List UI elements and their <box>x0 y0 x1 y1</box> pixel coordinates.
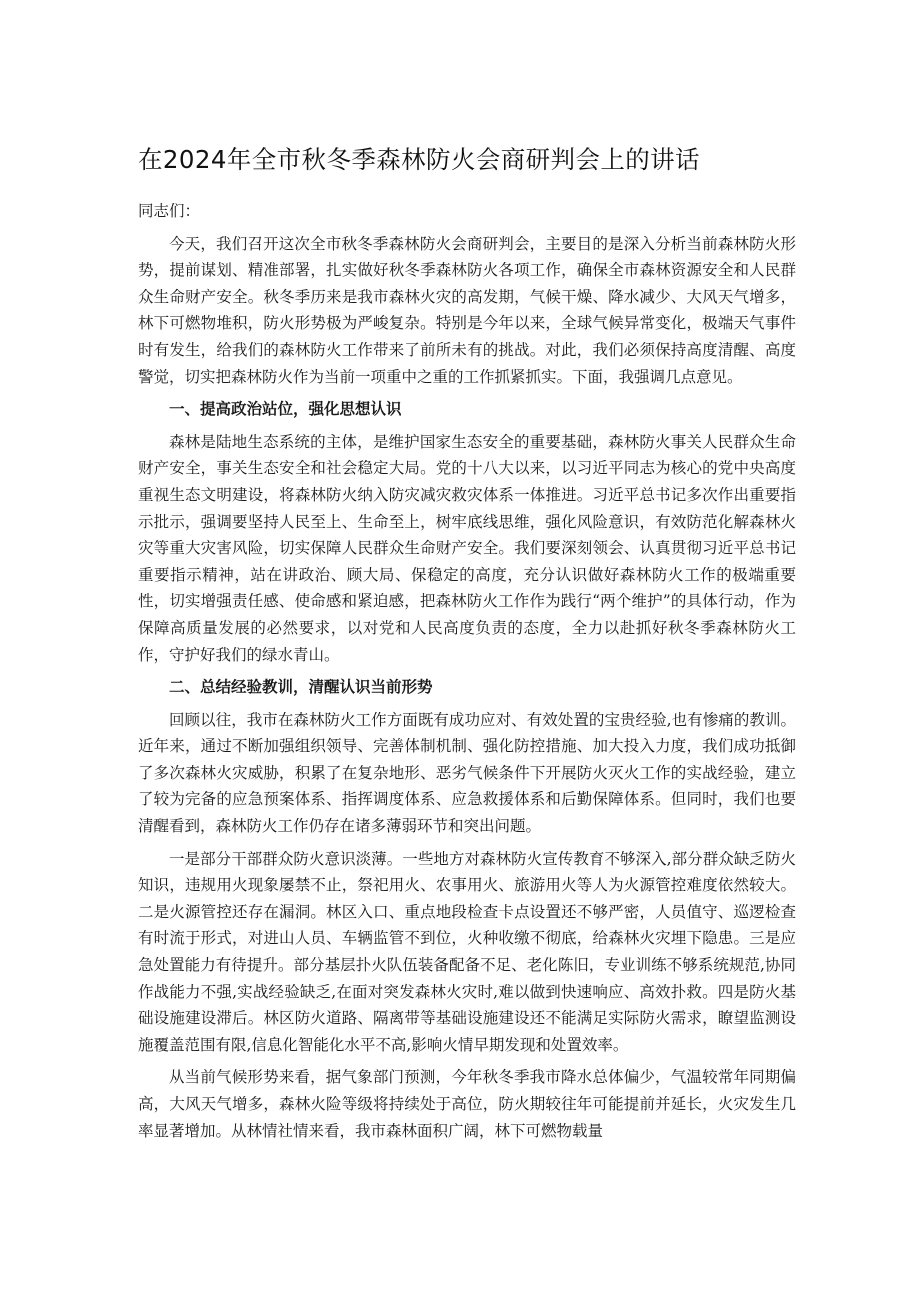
document-title: 在2024年全市秋冬季森林防火会商研判会上的讲话 <box>138 145 700 174</box>
salutation: 同志们： <box>138 202 201 220</box>
section-2-paragraph-3: 从当前气候形势来看，据气象部门预测，今年秋冬季我市降水总体偏少，气温较常年同期偏高，大风天气增多，森林火险等级将持续处于高位，防火期较往年可能提前并延长，火灾发生几率显著增加。从林情社情来看，我市森林面积广阔，林下可燃物载量 <box>138 1068 796 1140</box>
section-2-paragraph-1: 回顾以往，我市在森林防火工作方面既有成功应对、有效处置的宝贵经验,也有惨痛的教训。近年来，通过不断加强组织领导、完善体制机制、强化防控措施、加大投入力度，我们成功抵御了多次森林火灾威胁，积累了在复杂地形、恶劣气候条件下开展防火灭火工作的实战经验，建立了较为完备的应急预案体系、指挥调度体系、应急救援体系和后勤保障体系。但同时，我们也要清醒看到，森林防火工作仍存在诸多薄弱环节和突出问题。 <box>138 710 796 836</box>
intro-paragraph: 今天，我们召开这次全市秋冬季森林防火会商研判会，主要目的是深入分析当前森林防火形势，提前谋划、精准部署，扎实做好秋冬季森林防火各项工作，确保全市森林资源安全和人民群众生命财产安全。秋冬季历来是我市森林火灾的高发期，气候干燥、降水减少、大风天气增多，林下可燃物堆积，防火形势极为严峻复杂。特别是今年以来，全球气候异常变化，极端天气事件时有发生，给我们的森林防火工作带来了前所未有的挑战。对此，我们必须保持高度清醒、高度警觉，切实把森林防火作为当前一项重中之重的工作抓紧抓实。下面，我强调几点意见。 <box>138 234 796 386</box>
document-body <box>138 198 796 1150</box>
section-heading-1: 一、提高政治站位，强化思想认识 <box>169 400 402 419</box>
section-heading-2: 二、总结经验教训，清醒认识当前形势 <box>169 678 433 697</box>
section-2-paragraph-2: 一是部分干部群众防火意识淡薄。一些地方对森林防火宣传教育不够深入,部分群众缺乏防火知识，违规用火现象屡禁不止，祭祀用火、农事用火、旅游用火等人为火源管控难度依然较大。二是火源管控还存在漏洞。林区入口、重点地段检查卡点设置还不够严密，人员值守、巡逻检查有时流于形式，对进山人员、车辆监管不到位，火种收缴不彻底，给森林火灾埋下隐患。三是应急处置能力有待提升。部分基层扑火队伍装备配备不足、老化陈旧，专业训练不够系统规范,协同作战能力不强,实战经验缺乏,在面对突发森林火灾时,难以做到快速响应、高效扑救。四是防火基础设施建设滞后。林区防火道路、隔离带等基础设施建设还不能满足实际防火需求，瞭望监测设施覆盖范围有限,信息化智能化水平不高,影响火情早期发现和处置效率。 <box>138 849 796 1054</box>
section-1-paragraph: 森林是陆地生态系统的主体，是维护国家生态安全的重要基础，森林防火事关人民群众生命财产安全，事关生态安全和社会稳定大局。党的十八大以来，以习近平同志为核心的党中央高度重视生态文明建设，将森林防火纳入防灾减灾救灾体系一体推进。习近平总书记多次作出重要指示批示，强调要坚持人民至上、生命至上，树牢底线思维，强化风险意识，有效防范化解森林火灾等重大灾害风险，切实保障人民群众生命财产安全。我们要深刻领会、认真贯彻习近平总书记重要指示精神，站在讲政治、顾大局、保稳定的高度，充分认识做好森林防火工作的极端重要性，切实增强责任感、使命感和紧迫感，把森林防火工作作为践行“两个维护”的具体行动，作为保障高质量发展的必然要求，以对党和人民高度负责的态度，全力以赴抓好秋冬季森林防火工作，守护好我们的绿水青山。 <box>138 432 796 664</box>
